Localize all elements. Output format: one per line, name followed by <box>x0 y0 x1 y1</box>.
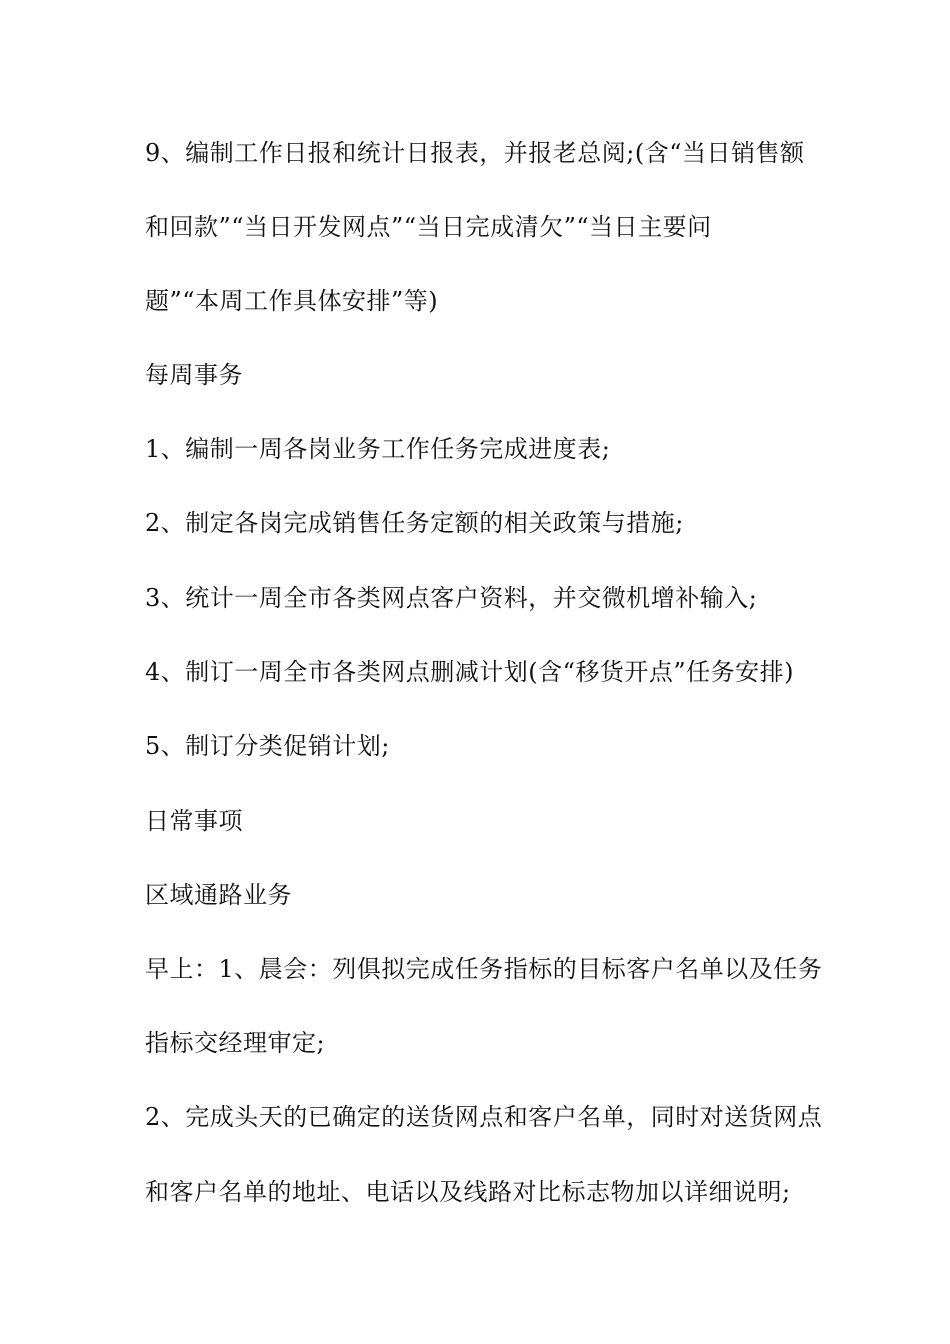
paragraph-line: 2、制定各岗完成销售任务定额的相关政策与措施; <box>145 509 684 537</box>
paragraph-line: 题”“本周工作具体安排”等) <box>145 287 439 315</box>
paragraph-line: 1、编制一周各岗业务工作任务完成进度表; <box>145 435 611 463</box>
paragraph-line: 和回款”“当日开发网点”“当日完成清欠”“当日主要问 <box>145 213 712 241</box>
section-heading: 每周事务 <box>145 361 243 389</box>
section-heading: 日常事项 <box>145 807 243 835</box>
paragraph-line: 和客户名单的地址、电话以及线路对比标志物加以详细说明; <box>145 1178 791 1206</box>
paragraph-line: 2、完成头天的已确定的送货网点和客户名单，同时对送货网点 <box>145 1103 823 1131</box>
paragraph-line: 4、制订一周全市各类网点删减计划(含“移货开点”任务安排) <box>145 658 795 686</box>
paragraph-line: 9、编制工作日报和统计日报表，并报老总阅;(含“当日销售额 <box>145 139 805 167</box>
paragraph-line: 5、制订分类促销计划; <box>145 732 390 760</box>
paragraph-line: 早上：1、晨会：列俱拟完成任务指标的目标客户名单以及任务 <box>145 955 823 983</box>
paragraph-line: 3、统计一周全市各类网点客户资料，并交微机增补输入; <box>145 584 758 612</box>
paragraph-line: 指标交经理审定; <box>145 1029 326 1057</box>
section-heading: 区域通路业务 <box>145 881 292 909</box>
